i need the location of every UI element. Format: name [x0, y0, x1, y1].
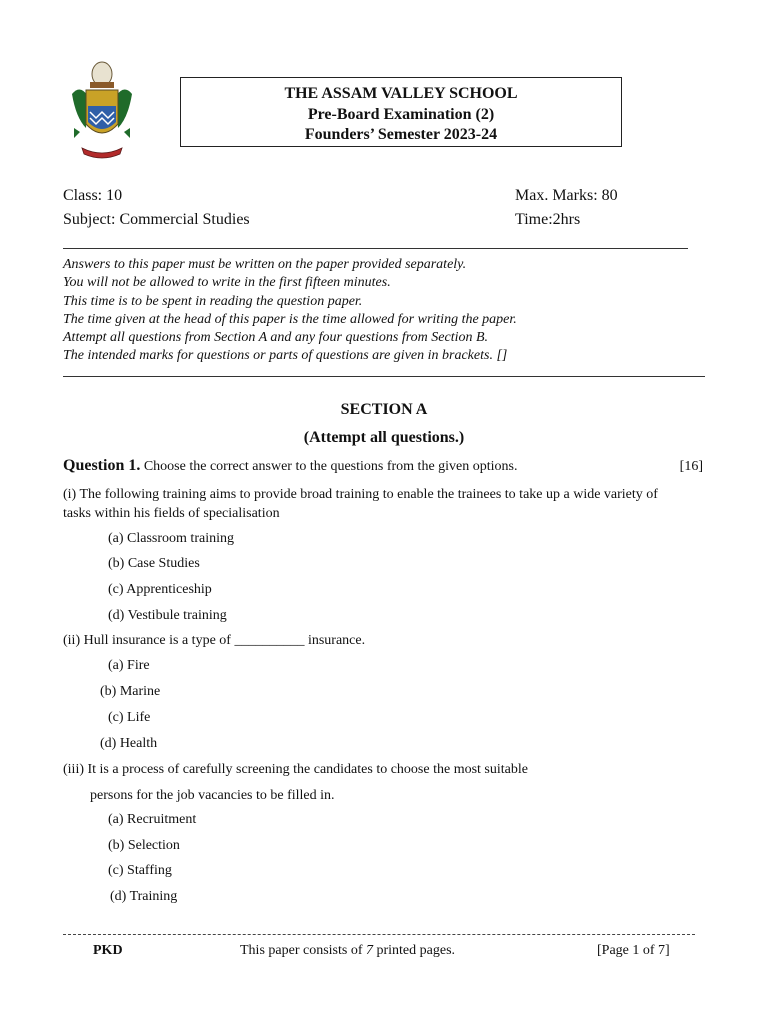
instruction-line: Answers to this paper must be written on the paper provided separately. — [63, 257, 467, 272]
footer-pages-prefix: This paper consists of — [240, 943, 366, 958]
footer-page-number: [Page 1 of 7] — [597, 943, 670, 958]
divider-instructions — [63, 376, 705, 377]
instruction-line: Attempt all questions from Section A and any four questions from Section B. — [63, 330, 489, 346]
section-subtitle: (Attempt all questions.) — [303, 429, 465, 446]
instruction-line: This time is to be spent in reading the question paper. — [63, 293, 363, 309]
part-iii-stem-2: persons for the job vacancies to be filled in. — [90, 788, 335, 803]
option: (a) Classroom training — [108, 531, 234, 546]
time-label: Time:2hrs — [515, 211, 581, 228]
part-ii-stem: (ii) Hull insurance is a type of __________ insurance. — [63, 633, 366, 648]
question-marks: [16] — [679, 459, 703, 474]
school-crest — [66, 58, 138, 162]
instructions — [63, 256, 703, 366]
footer-page-count — [240, 943, 455, 959]
instruction-line: The time given at the head of this paper is the time allowed for writing the paper. — [63, 311, 517, 327]
option: (c) Life — [108, 710, 151, 725]
option: (c) Apprenticeship — [108, 582, 212, 597]
part-iii-stem-1: (iii) It is a process of carefully screening the candidates to choose the most suitable — [63, 762, 528, 777]
option: (b) Marine — [100, 684, 161, 699]
subject-label: Subject: Commercial Studies — [63, 211, 250, 228]
option: (c) Staffing — [108, 863, 172, 878]
question-1-header — [63, 457, 705, 475]
footer-pages-count: 7 — [365, 943, 373, 958]
question-text: Choose the correct answer to the questions from the given options. — [143, 459, 518, 474]
question-label: Question 1. — [63, 457, 141, 474]
instruction-line: The intended marks for questions or parts of questions are given in brackets. [] — [63, 348, 508, 364]
part-i-stem-1: (i) The following training aims to provide broad training to enable the trainees to take up a wide variety of — [63, 487, 658, 502]
instruction-line: You will not be allowed to write in the first fifteen minutes. — [63, 275, 391, 291]
exam-name: Pre-Board Examination (2) — [307, 105, 495, 123]
footer-divider — [63, 934, 695, 935]
part-i-stem-2: tasks within his fields of specialisation — [63, 506, 280, 521]
section-title: SECTION A — [340, 401, 428, 418]
semester: Founders’ Semester 2023-24 — [304, 126, 498, 143]
school-name: THE ASSAM VALLEY SCHOOL — [284, 85, 518, 102]
footer-pages-suffix: printed pages. — [372, 943, 456, 958]
max-marks-label: Max. Marks: 80 — [515, 187, 618, 204]
title-box — [180, 77, 622, 147]
divider-top — [63, 248, 688, 249]
option: (d) Health — [100, 736, 158, 751]
option: (a) Fire — [108, 658, 150, 673]
option: (b) Selection — [108, 838, 180, 853]
footer-initials: PKD — [93, 943, 123, 958]
option: (a) Recruitment — [108, 812, 197, 827]
option: (d) Training — [110, 889, 178, 904]
option: (d) Vestibule training — [108, 608, 227, 623]
crest-icon — [66, 58, 138, 162]
class-label: Class: 10 — [63, 187, 123, 204]
option: (b) Case Studies — [108, 556, 200, 571]
